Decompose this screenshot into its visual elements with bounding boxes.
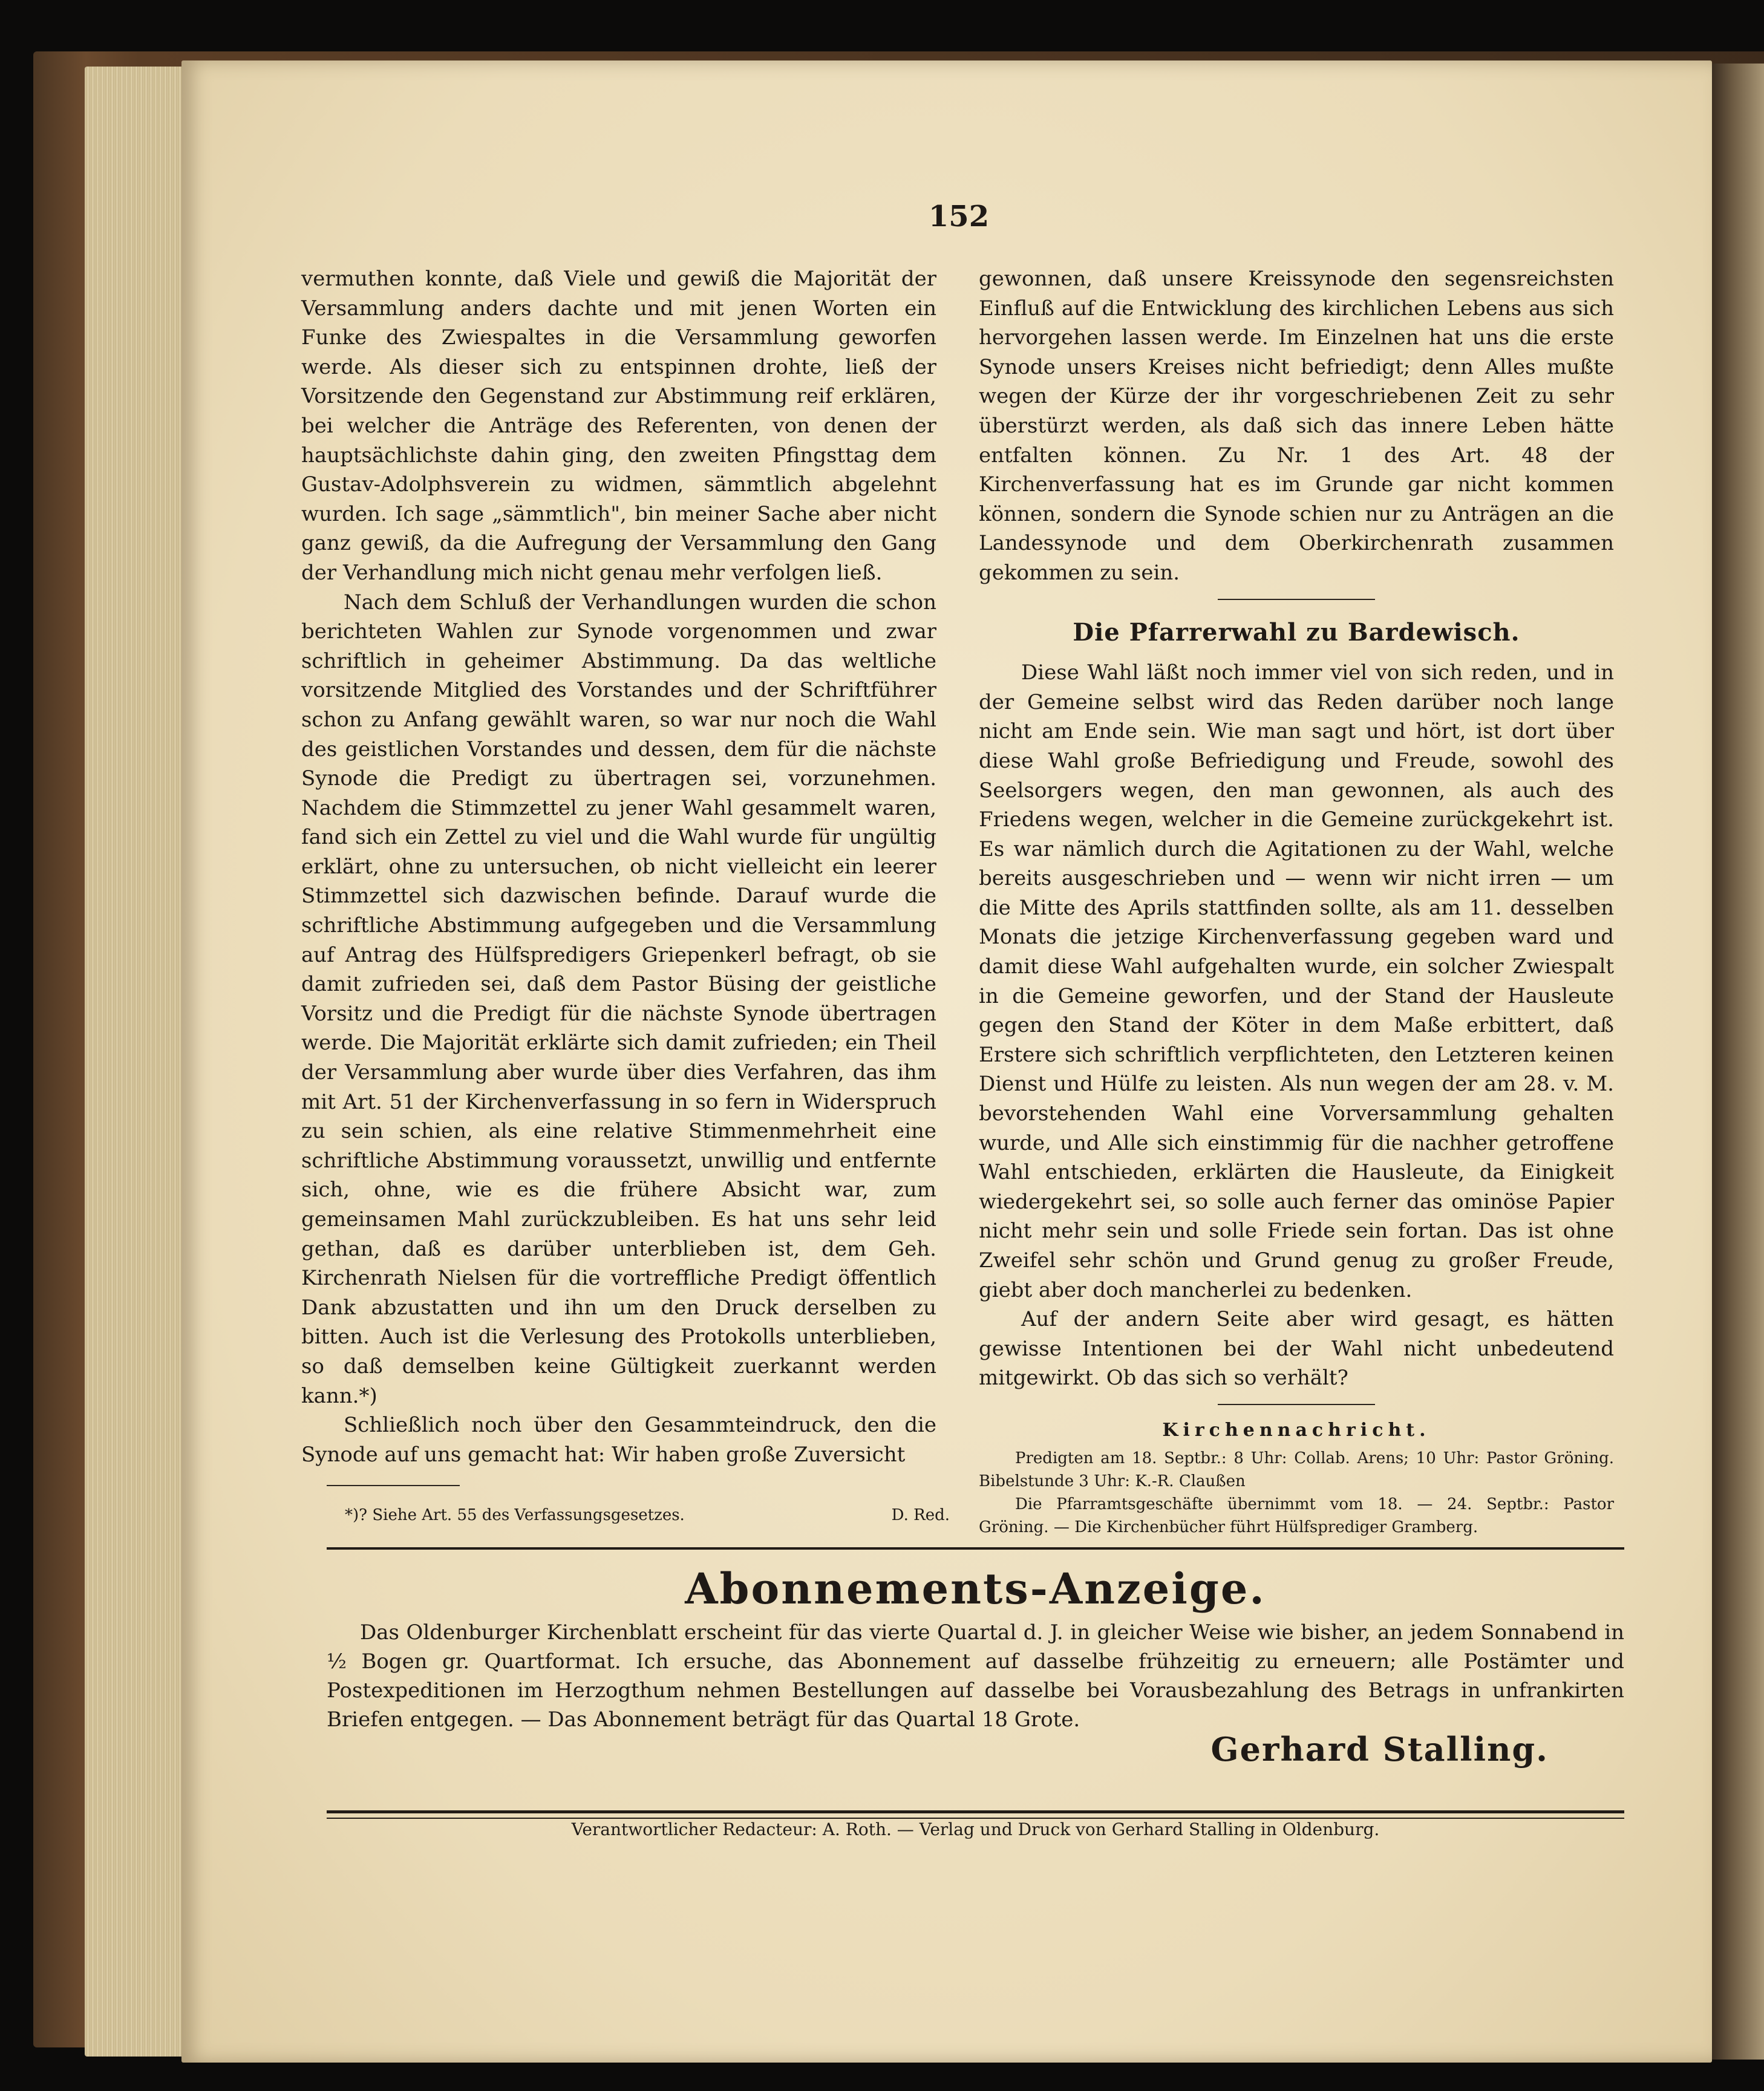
left-paragraph-2: Nach dem Schluß der Verhandlungen wurden die schon berichteten Wahlen zur Synode vorgenommen und zwar schriftlich in geheimer Abstimmung. Da das weltliche vorsitzende Mitglied des Vorstandes und der Schriftführer schon zu Anfang gewählt waren, so war nur noch die Wahl des geistlichen Vorstandes und dessen, dem für die nächste Synode die Predigt zu übertragen sei, vorzunehmen. Nachdem die Stimmzettel zu jener Wahl gesammelt waren, fand sich ein Zettel zu viel und die Wahl wurde für ungültig erklärt, ohne zu untersuchen, ob nicht vielleicht ein leerer Stimmzettel sich dazwischen befinde. Darauf wurde die schriftliche Abstimmung aufgegeben und die Versammlung auf Antrag des Hülfspredigers Griepenkerl befragt, ob sie damit zufrieden sei, daß dem Pastor Büsing der geistliche Vorsitz und die Predigt für die nächste Synode übertragen werde. Die Majorität erklärte sich damit zufrieden; ein Theil der Versammlung aber wurde über dies Verfahren, das ihm mit Art. 51 der Kirchenverfassung in so fern in Widerspruch zu sein schien, als eine relative Stimmenmehrheit eine schriftliche Abstimmung voraussetzt, unwillig und entfernte sich, ohne, wie es die frühere Absicht war, zum gemeinsamen Mahl zurückzubleiben. Es hat uns sehr leid gethan, daß es darüber unterblieben ist, dem Geh. Kirchenrath Nielsen für die vortreffliche Predigt öffentlich Dank abzustatten und ihn um den Druck derselben zu bitten. Auch ist die Verlesung des Protokolls unterblieben, so daß demselben keine Gültigkeit zuerkannt werden kann.*) [301,590,936,1408]
divider-rule [327,1547,1624,1550]
page-number: 152 [928,200,990,233]
notice-rule [1218,1404,1375,1405]
left-column [301,264,936,1469]
advertisement-text: Das Oldenburger Kirchenblatt erscheint für das vierte Quartal d. J. in gleicher Weise wie bisher, an jedem Sonnabend in ½ Bogen gr. Quartformat. Ich ersuche, das Abonnement auf dasselbe frühzeitig zu erneuern; alle Postämter und Postexpeditionen im Herzogthum nehmen Bestellungen auf dasselbe bei Vorausbezahlung des Betrags in unfrankirten Briefen entgegen. — Das Abonnement beträgt für das Quartal 18 Grote. [327,1620,1624,1732]
advertisement-text-block [327,1618,1624,1734]
section-rule [1218,599,1375,600]
notice-title: Kirchennachricht. [1162,1419,1431,1441]
footnote-sign: D. Red. [891,1506,950,1524]
article-heading: Die Pfarrerwahl zu Bardewisch. [1073,618,1520,647]
church-notice [979,1447,1614,1539]
footnote [345,1506,950,1524]
publisher-signature: Gerhard Stalling. [1210,1730,1549,1769]
right-column [979,264,1614,1539]
imprint: Verantwortlicher Redacteur: A. Roth. — Verlag und Druck von Gerhard Stalling in Oldenburg. [571,1819,1380,1839]
imprint-rule-thin [327,1818,1624,1819]
left-paragraph-1: vermuthen konnte, daß Viele und gewiß die Majorität der Versammlung anders dachte und mit jenen Worten ein Funke des Zwiespaltes in die Versammlung geworfen werde. Als dieser sich zu entspinnen drohte, ließ der Vorsitzende den Gegenstand zur Abstimmung reif erklären, bei welcher die Anträge des Referenten, von denen der hauptsächlichste dahin ging, den zweiten Pfingsttag dem Gustav-Adolphsverein zu widmen, sämmtlich abgelehnt wurden. Ich sage „sämmtlich", bin meiner Sache aber nicht ganz gewiß, da die Aufregung der Versammlung den Gang der Verhandlung mich nicht genau mehr verfolgen ließ. [301,267,936,585]
right-intro: gewonnen, daß unsere Kreissynode den segensreichsten Einfluß auf die Entwicklung des kirchlichen Lebens aus sich hervorgehen lassen werde. Im Einzelnen hat uns die erste Synode unsers Kreises nicht befriedigt; denn Alles mußte wegen der Kürze der ihr vorgeschriebenen Zeit zu sehr überstürzt werden, als daß sich das innere Leben hätte entfalten können. Zu Nr. 1 des Art. 48 der Kirchenverfassung hat es im Grunde gar nicht kommen können, sondern die Synode schien nur zu Anträgen an die Landessynode und dem Oberkirchenrath zusammen gekommen zu sein. [979,267,1614,585]
imprint-rule-thick [327,1810,1624,1813]
left-paragraph-3: Schließlich noch über den Gesammteindruck, den die Synode auf uns gemacht hat: Wir haben große Zuversicht [301,1413,936,1467]
notice-line-1: Predigten am 18. Septbr.: 8 Uhr: Collab. Arens; 10 Uhr: Pastor Gröning. Bibelstunde 3 Uhr: K.-R. Claußen [979,1449,1614,1490]
right-paragraph-1: Diese Wahl läßt noch immer viel von sich reden, und in der Gemeine selbst wird das Reden darüber noch lange nicht am Ende sein. Wie man sagt und hört, ist dort über diese Wahl große Befriedigung und Freude, sowohl des Seelsorgers wegen, den man gewonnen, als auch des Friedens wegen, welcher in die Gemeine zurückgekehrt ist. Es war nämlich durch die Agitationen zu der Wahl, welche bereits ausgeschrieben und — wenn wir nicht irren — um die Mitte des Aprils stattfinden sollte, als am 11. desselben Monats die jetzige Kirchenverfassung gegeben ward und damit diese Wahl aufgehalten wurde, ein solcher Zwiespalt in die Gemeine geworfen, und der Stand der Hausleute gegen den Stand der Köter in dem Maße erbittert, daß Erstere sich schriftlich verpflichteten, den Letzteren keinen Dienst und Hülfe zu leisten. Als nun wegen der am 28. v. M. bevorstehenden Wahl eine Vorversammlung gehalten wurde, und Alle sich einstimmig für die nachher getroffene Wahl entschieden, erklärten die Hausleute, da Einigkeit wiedergekehrt sei, so solle auch ferner das ominöse Papier nicht mehr sein und solle Friede sein fortan. Das ist ohne Zweifel sehr schön und Grund genug zu großer Freude, giebt aber doch mancherlei zu bedenken. [979,661,1614,1302]
advertisement-title: Abonnements-Anzeige. [685,1564,1266,1614]
footnote-rule [327,1485,460,1486]
notice-line-2: Die Pfarramtsgeschäfte übernimmt vom 18. — 24. Septbr.: Pastor Gröning. — Die Kirchenbücher führt Hülfsprediger Gramberg. [979,1495,1614,1536]
facing-page-edge [1712,64,1764,2060]
right-paragraph-2: Auf der andern Seite aber wird gesagt, es hätten gewisse Intentionen bei der Wahl nicht unbedeutend mitgewirkt. Ob das sich so verhält? [979,1307,1614,1391]
footnote-text: *)? Siehe Art. 55 des Verfassungsgesetzes. [345,1506,685,1524]
